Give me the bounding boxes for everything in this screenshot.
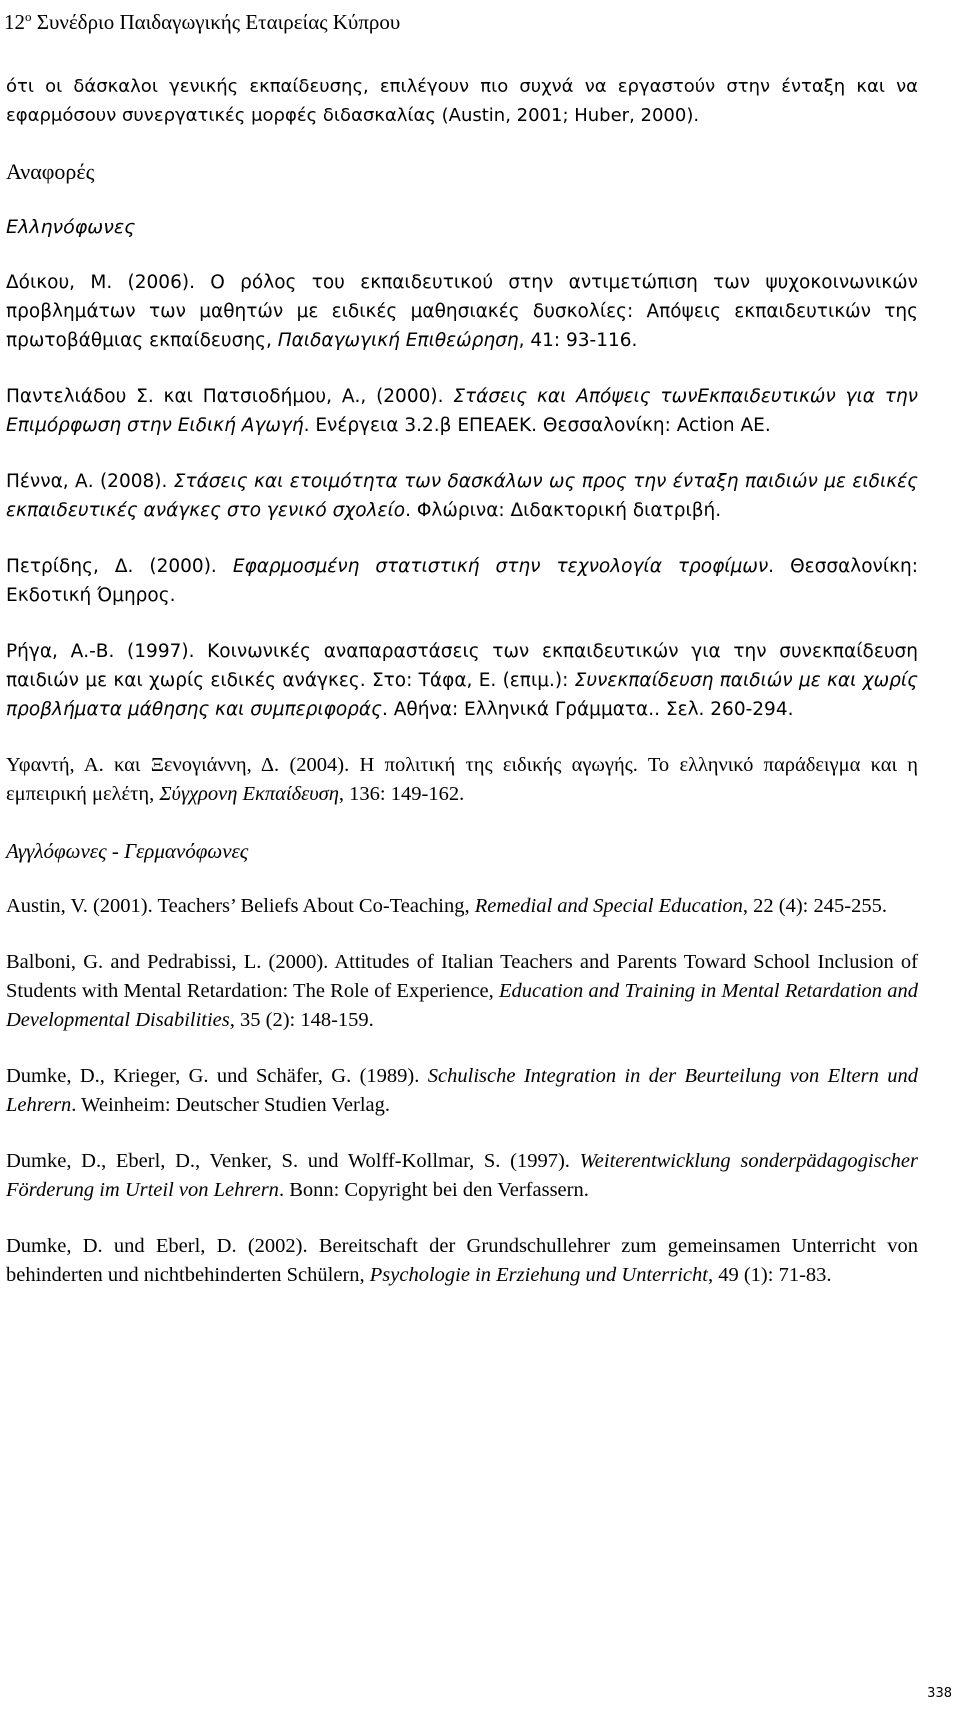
- greek-references-subheading: Ελληνόφωνες: [6, 216, 136, 238]
- page-body: [6, 72, 918, 1317]
- references-heading: Αναφορές: [6, 159, 95, 184]
- reference-item: Balboni, G. and Pedrabissi, L. (2000). Attitudes of Italian Teachers and Parents Toward School Inclusion of Students with Mental Retardation: The Role of Experience, Education and Training in Mental Retardation and Developmental Disabilities, 35 (2): 148-159.: [6, 951, 918, 1031]
- reference-item: Πετρίδης, Δ. (2000). Εφαρμοσμένη στατιστική στην τεχνολογία τροφίμων. Θεσσαλονίκη: Εκδοτική Όμηρος.: [6, 556, 918, 606]
- reference-item: Δόικου, Μ. (2006). Ο ρόλος του εκπαιδευτικού στην αντιμετώπιση των ψυχοκοινωνικών προβλημάτων των μαθητών με ειδικές μαθησιακές δυσκολίες: Απόψεις εκπαιδευτικών της πρωτοβάθμιας εκπαίδευσης, Παιδαγωγική Επιθεώρηση, 41: 93-116.: [6, 272, 918, 351]
- page-number: 338: [927, 1686, 952, 1701]
- reference-item: Austin, V. (2001). Teachers’ Beliefs About Co-Teaching, Remedial and Special Education, 22 (4): 245-255.: [6, 895, 887, 917]
- foreign-references-list: [6, 892, 918, 1290]
- greek-references-list: [6, 268, 918, 809]
- header-ordinal: ο: [25, 9, 32, 24]
- reference-item: Dumke, D., Eberl, D., Venker, S. und Wolff-Kollmar, S. (1997). Weiterentwicklung sonderpädagogischer Förderung im Urteil von Lehrern. Bonn: Copyright bei den Verfassern.: [6, 1150, 918, 1201]
- intro-paragraph: ότι οι δάσκαλοι γενικής εκπαίδευσης, επιλέγουν πιο συχνά να εργαστούν στην ένταξη και να εφαρμόσουν συνεργατικές μορφές διδασκαλίας (Austin, 2001; Huber, 2000).: [6, 76, 918, 126]
- reference-item: Παντελιάδου Σ. και Πατσιοδήμου, Α., (2000). Στάσεις και Απόψεις τωνΕκπαιδευτικών για την Επιμόρφωση στην Ειδική Αγωγή. Ενέργεια 3.2.β ΕΠΕΑΕΚ. Θεσσαλονίκη: Action AE.: [6, 386, 918, 436]
- foreign-references-subheading: Αγγλόφωνες - Γερμανόφωνες: [6, 839, 249, 863]
- reference-item: Ρήγα, Α.-Β. (1997). Κοινωνικές αναπαραστάσεις των εκπαιδευτικών για την συνεκπαίδευση παιδιών με και χωρίς ειδικές ανάγκες. Στο: Τάφα, Ε. (επιμ.): Συνεκπαίδευση παιδιών με και χωρίς προβλήματα μάθησης και συμπεριφοράς. Αθήνα: Ελληνικά Γράμματα.. Σελ. 260-294.: [6, 641, 918, 720]
- reference-item: Πέννα, Α. (2008). Στάσεις και ετοιμότητα των δασκάλων ως προς την ένταξη παιδιών με ειδικές εκπαιδευτικές ανάγκες στο γενικό σχολείο. Φλώρινα: Διδακτορική διατριβή.: [6, 471, 918, 521]
- reference-item: Dumke, D. und Eberl, D. (2002). Bereitschaft der Grundschullehrer zum gemeinsamen Unterricht von behinderten und nichtbehinderten Schülern, Psychologie in Erziehung und Unterricht, 49 (1): 71-83.: [6, 1235, 918, 1286]
- header-title: Συνέδριο Παιδαγωγικής Εταιρείας Κύπρου: [31, 10, 401, 34]
- reference-item: Υφαντή, Α. και Ξενογιάννη, Δ. (2004). Η πολιτική της ειδικής αγωγής. Το ελληνικό παράδειγμα και η εμπειρική μελέτη, Σύγχρονη Εκπαίδευση, 136: 149-162.: [6, 754, 918, 805]
- header-number: 12: [4, 10, 25, 34]
- running-header: [4, 4, 400, 35]
- reference-item: Dumke, D., Krieger, G. und Schäfer, G. (1989). Schulische Integration in der Beurteilung von Eltern und Lehrern. Weinheim: Deutscher Studien Verlag.: [6, 1065, 918, 1116]
